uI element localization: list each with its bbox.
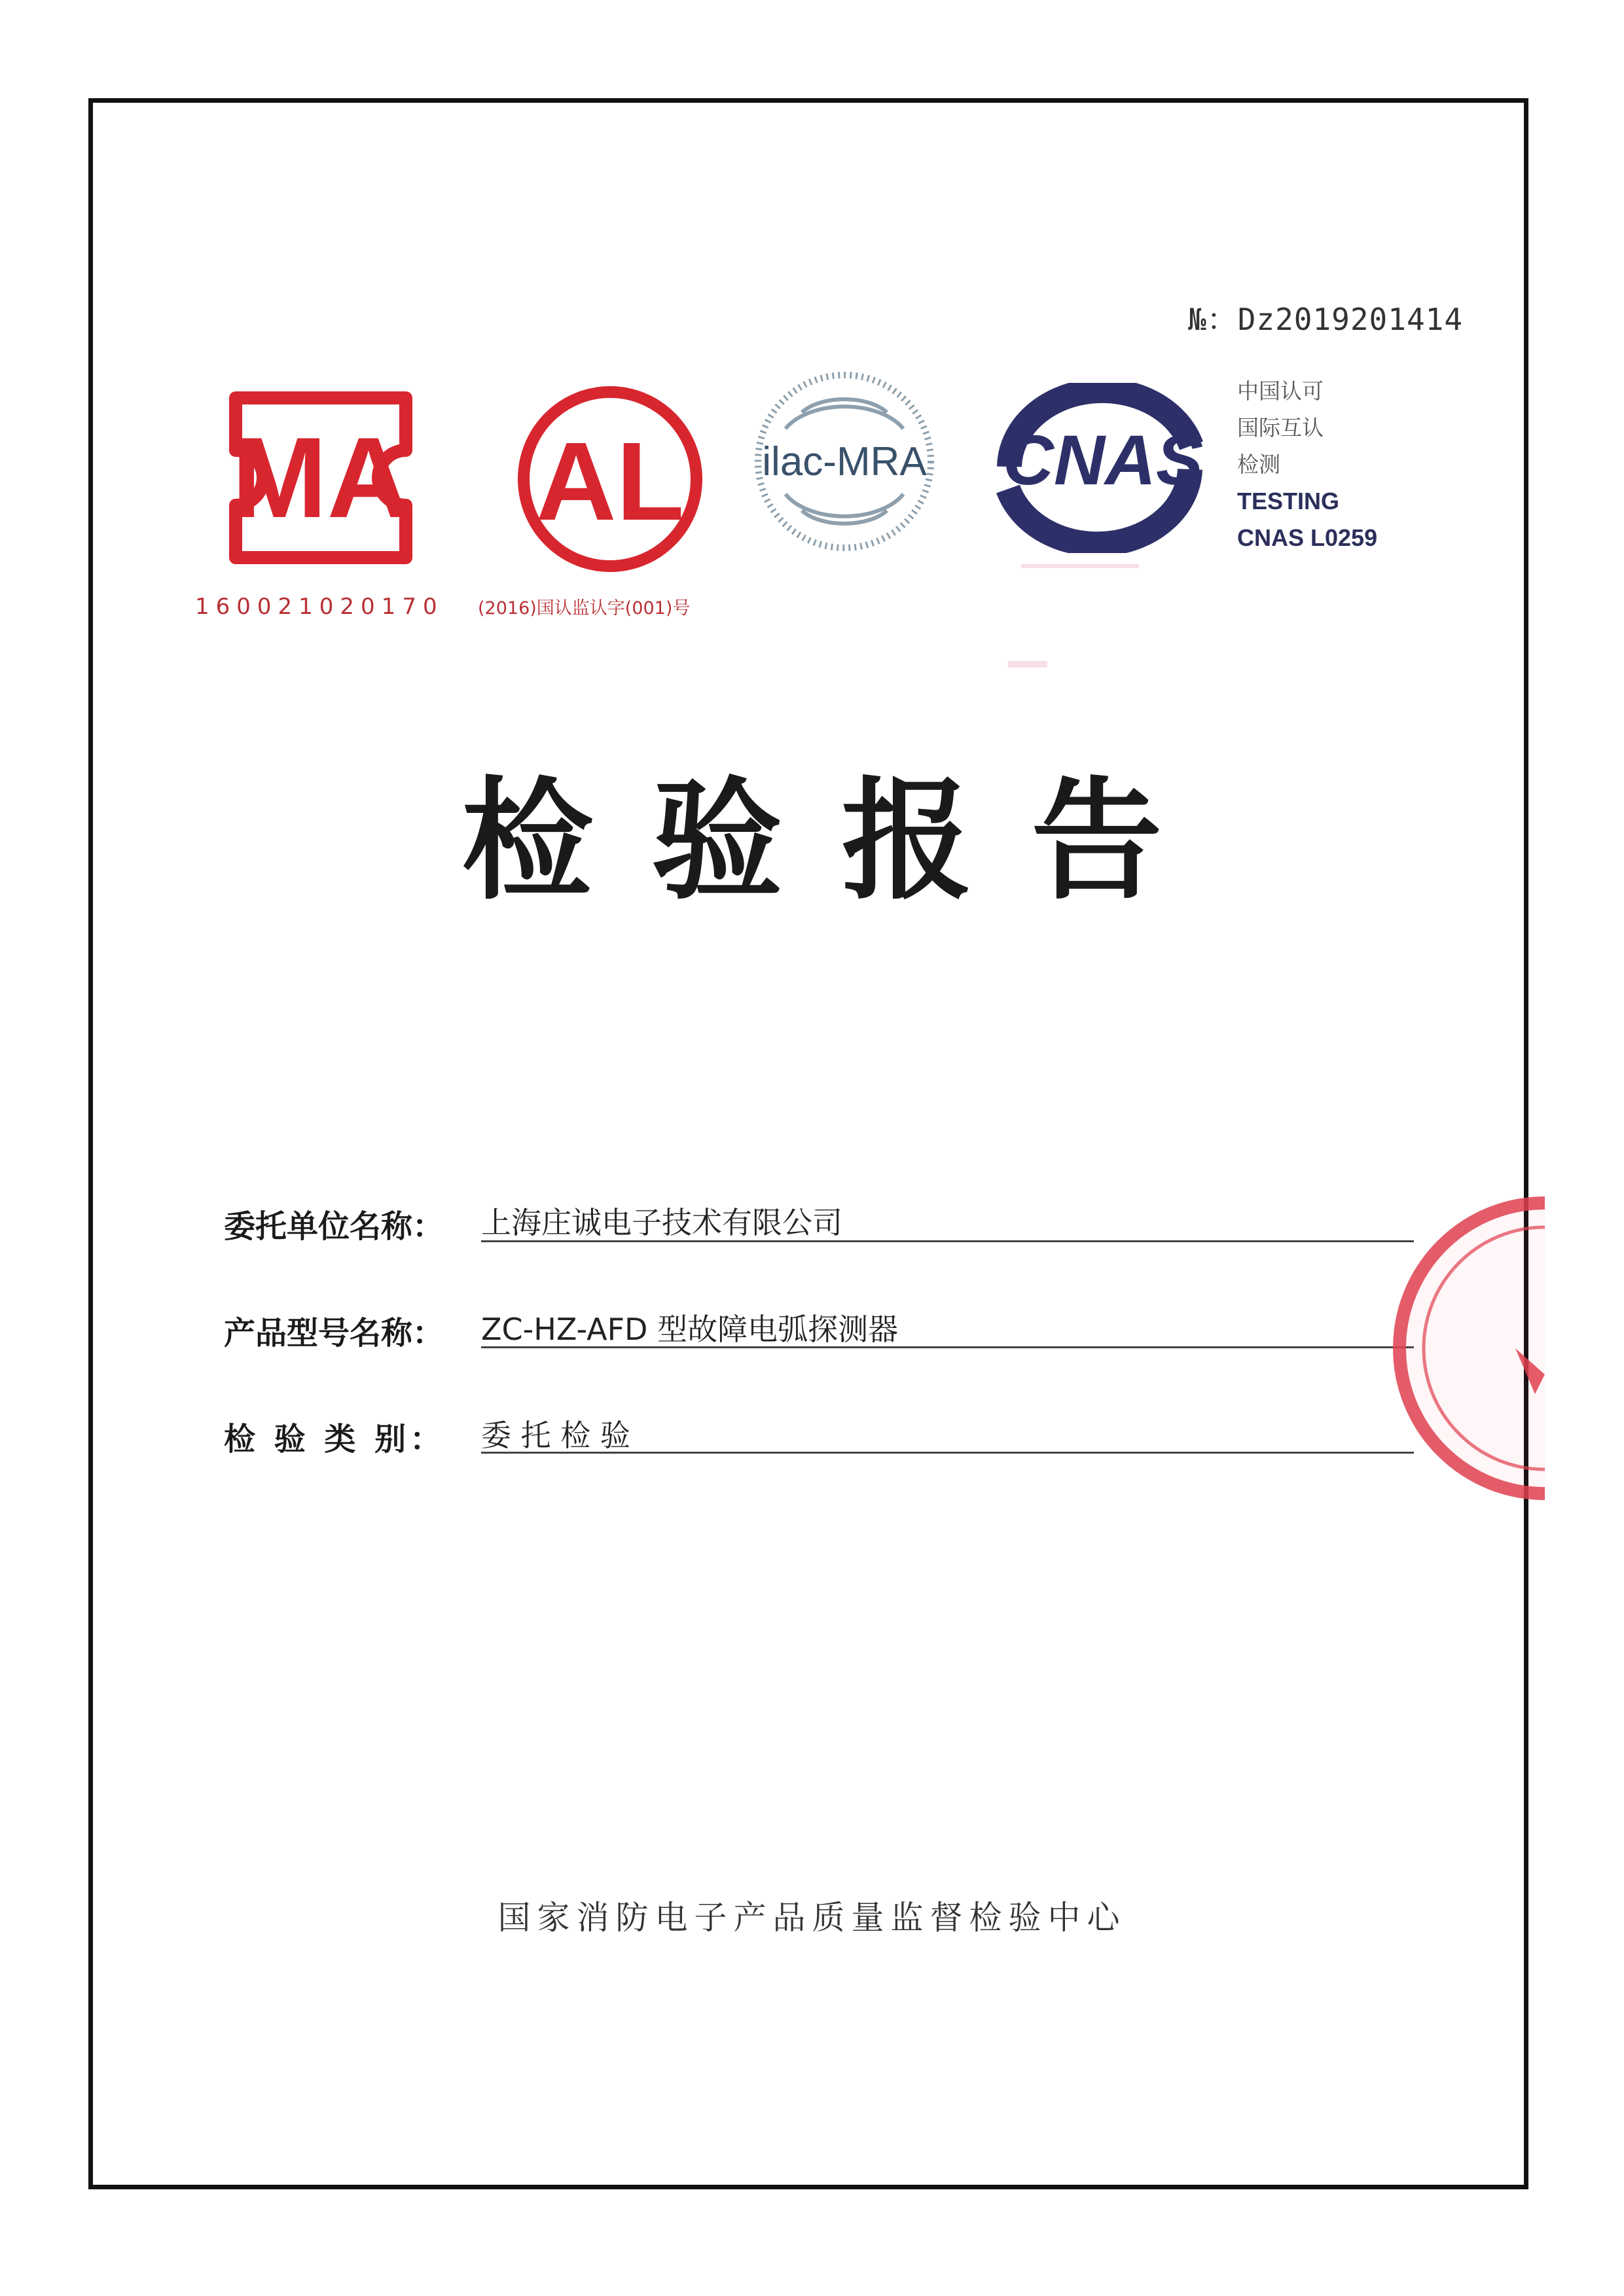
inspection-type-value: 委 托 检 验	[481, 1418, 630, 1453]
inspection-seal	[1384, 1178, 1545, 1518]
cnas-line-5: CNAS L0259	[1237, 524, 1378, 551]
cnas-logo	[982, 383, 1218, 553]
cnas-line-2: 国际互认	[1237, 415, 1324, 440]
cnas-mark: CNAS	[1002, 420, 1204, 499]
product-model-value: ZC-HZ-AFD 型故障电弧探测器	[481, 1312, 899, 1347]
cal-logo	[514, 381, 707, 577]
inspection-type-label: 检 验 类 别：	[224, 1421, 446, 1458]
cal-number: (2016)国认监认字(001)号	[478, 598, 691, 619]
product-model-underline	[481, 1346, 1414, 1348]
smudge-mark	[1008, 661, 1047, 668]
client-name-label: 委托单位名称：	[224, 1208, 444, 1245]
client-name-underline	[481, 1240, 1414, 1242]
smudge-mark	[1021, 564, 1139, 568]
cma-number: 160021020170	[195, 594, 444, 620]
cnas-line-1: 中国认可	[1237, 378, 1324, 404]
issuing-organization: 国家消防电子产品质量监督检验中心	[497, 1899, 1127, 1937]
ilac-mra-logo	[749, 367, 939, 556]
report-title: 检验报告	[461, 765, 1221, 918]
cma-mark: MA	[231, 414, 410, 542]
inspection-type-underline	[481, 1452, 1414, 1454]
cnas-accreditation-text	[1237, 373, 1377, 556]
cnas-line-4: TESTING	[1237, 488, 1340, 514]
cnas-line-3: 检测	[1237, 452, 1280, 477]
cal-mark: AL	[535, 420, 685, 544]
cma-logo	[190, 386, 452, 569]
product-model-label: 产品型号名称：	[224, 1315, 444, 1352]
ilac-mark: ilac-MRA	[762, 439, 927, 484]
client-name-value: 上海庄诚电子技术有限公司	[481, 1205, 842, 1240]
report-number: №：Dz2019201414	[1188, 302, 1464, 337]
